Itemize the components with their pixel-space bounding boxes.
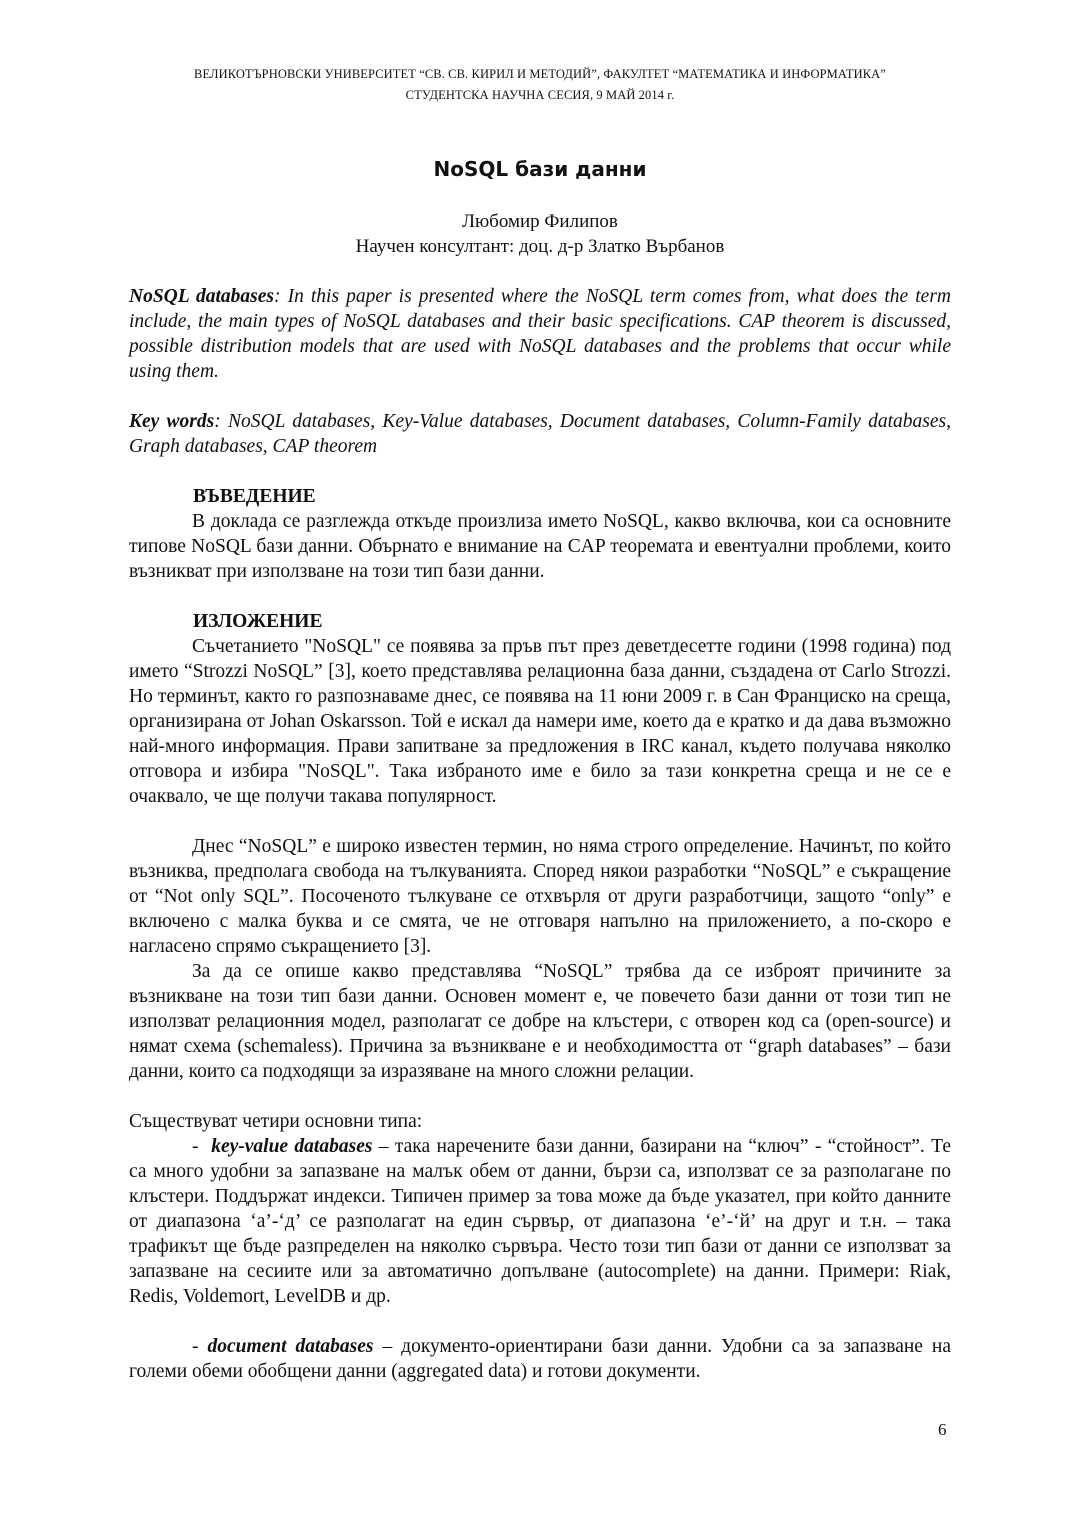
paragraph-2: Днес “NoSQL” е широко известен термин, но няма строго определение. Начинът, по който възниква, предполага свобода на тълкуванията. Според някои разработки “NoSQL” е съкращение от “Not only SQL”. Посоченото тълкуване се отхвърля от други разработчици, защото “only” е включено с малка буква и се смята, че не отговаря напълно на приложението, а по-скоро е нагласено спрямо съкращението [3]. — [129, 836, 951, 957]
paragraph-1: Съчетанието "NoSQL" се появява за пръв път през деветдесетте години (1998 година) под името “Strozzi NoSQL” [3], което представлява релационна база данни, създадена от Carlo Strozzi. Но терминът, както го разпознаваме днес, се появява на 11 юни 2009 г. в Сан Франциско на среща, организирана от Johan Oskarsson. Той е искал да намери име, което да е кратко и да дава възможно най-много информация. Прави запитване за предложения в IRC канал, където получава няколко отговора и избира "NoSQL". Така избраното име е било за тази конкретна среща и не се е очаквало, че ще получи такава популярност. — [129, 636, 951, 807]
keywords — [129, 409, 951, 459]
page-number: 6 — [938, 1420, 947, 1439]
author-name: Любомир Филипов — [462, 211, 618, 232]
paper-title: NoSQL бази данни — [433, 157, 647, 181]
doc-label: document databases — [207, 1336, 374, 1357]
doc-list-item — [129, 1334, 951, 1384]
abstract-label: NoSQL databases — [129, 286, 275, 307]
kv-text: – така наречените бази данни, базирани на “ключ” - “стойност”. Те са много удобни за запазване на малък обем от данни, бързи са, използват се за разполагане по клъстери. Поддържат индекси. Типичен пример за това може да бъде указател, при който данните от диапазона ‘а’-‘д’ се разполагат на един сървър, от диапазона ‘е’-‘й’ на друг и т.н. – така трафикът ще бъде разпределен на няколко сървъра. Често този тип бази от данни се използват за запазване на сесиите или за автоматично допълване (autocomplete) на данни. Примери: Riak, Redis, Voldemort, LevelDB и др. — [129, 1136, 951, 1307]
kv-list-item — [129, 1134, 951, 1309]
doc-dash: - — [192, 1336, 199, 1357]
doc-text: – документо-ориентирани бази данни. Удобни са за запазване на големи обеми обобщени данни (aggregated data) и готови документи. — [129, 1336, 951, 1382]
intro-heading: ВЪВЕДЕНИЕ — [193, 486, 316, 507]
abstract — [129, 284, 951, 384]
intro-paragraph: В доклада се разглежда откъде произлиза името NoSQL, какво включва, кои са основните типове NoSQL бази данни. Обърнато е внимание на CAP теоремата и евентуални проблеми, които възникват при използване на този тип бази данни. — [129, 511, 951, 582]
kv-dash: - — [192, 1136, 199, 1157]
abstract-text: : In this paper is presented where the NoSQL term comes from, what does the term include, the main types of NoSQL databases and their basic specifications. CAP theorem is discussed, possible distribution models that are used with NoSQL databases and the problems that occur while using them. — [129, 286, 951, 382]
keywords-text: : NoSQL databases, Key-Value databases, Document databases, Column-Family databases, Graph databases, CAP theorem — [129, 411, 952, 457]
kv-label: key-value databases — [211, 1136, 373, 1157]
types-intro: Съществуват четири основни типа: — [129, 1111, 423, 1132]
running-header-line1: ВЕЛИКОТЪРНОВСКИ УНИВЕРСИТЕТ “СВ. СВ. КИРИЛ И МЕТОДИЙ”, ФАКУЛТЕТ “МАТЕМАТИКА И ИНФОРМАТИКА” — [194, 67, 886, 81]
keywords-label: Key words — [129, 411, 215, 432]
body-heading: ИЗЛОЖЕНИЕ — [193, 611, 323, 632]
paragraph-3: За да се опише какво представлява “NoSQL” трябва да се изброят причините за възникване на този тип бази данни. Основен момент е, че повечето бази данни от този тип не използват релационния модел, разполагат се добре на клъстери, с отворен код са (open-source) и нямат схема (schemaless). Причина за възникване е и необходимостта от “graph databases” – бази данни, които са подходящи за изразяване на много сложни релации. — [129, 961, 951, 1082]
advisor-line: Научен консултант: доц. д-р Златко Върбанов — [355, 236, 725, 257]
running-header-line2: СТУДЕНТСКА НАУЧНА СЕСИЯ, 9 МАЙ 2014 г. — [405, 88, 675, 102]
